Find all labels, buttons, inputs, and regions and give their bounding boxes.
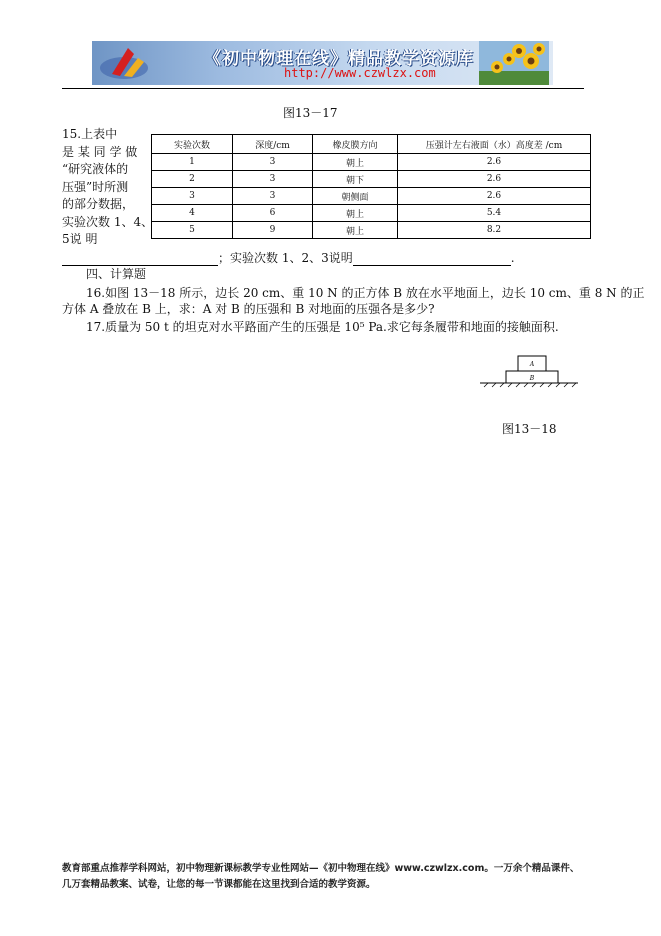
table-row [152, 154, 591, 171]
table-cell: 朝上 [313, 205, 398, 222]
header-rule [62, 88, 584, 89]
table-cell: 2.6 [398, 154, 591, 171]
q15-line: 压强”时所测 [62, 179, 129, 194]
figure-13-17-caption: 图13－17 [283, 106, 338, 120]
table-cell: 4 [152, 205, 233, 222]
banner-url[interactable]: http://www.czwlzx.com [284, 66, 436, 80]
table-cell: 朝侧面 [313, 188, 398, 205]
table-cell: 3 [152, 188, 233, 205]
table-row [152, 188, 591, 205]
table-cell: 1 [152, 154, 233, 171]
table-header-cell: 压强计左右液面（水）高度差 /cm [398, 135, 591, 154]
q15-after-blank-text: ；实验次数 1、2、3说明 [218, 251, 353, 265]
table-cell: 5.4 [398, 205, 591, 222]
experiment-data-table [151, 134, 591, 239]
table-cell: 朝下 [313, 171, 398, 188]
table-cell: 3 [233, 188, 313, 205]
block-a-label: A [529, 361, 535, 368]
question-17-text: 17.质量为 50 t 的坦克对水平路面产生的压强是 10⁵ Pa.求它每条履带和地面的接触面积. [86, 320, 559, 334]
question-15-text [62, 126, 154, 249]
table-header-cell: 实验次数 [152, 135, 233, 154]
table-cell: 朝上 [313, 222, 398, 239]
figure-13-18-blocks [478, 352, 580, 388]
q15-end-mark: . [510, 251, 515, 265]
table-cell: 9 [233, 222, 313, 239]
q15-line: 实验次数 1、4、 [62, 214, 154, 229]
figure-13-18-caption: 图13－18 [502, 422, 557, 436]
table-cell: 8.2 [398, 222, 591, 239]
q15-line: 15.上表中 [62, 127, 118, 141]
page-footer [62, 861, 579, 893]
table-row [152, 222, 591, 239]
footer-line-1: 教育部重点推荐学科网站，初中物理新课标教学专业性网站—《初中物理在线》www.czwlzx.com。一万余个精品课件、 [62, 863, 580, 874]
sunflower-icon [479, 41, 549, 85]
footer-line-2: 几万套精品教案、试卷，让您的每一节课都能在这里找到合适的教学资源。 [62, 879, 376, 890]
block-b-label: B [529, 375, 535, 382]
question-16-line-2: 方体 A 叠放在 B 上，求：A 对 B 的压强和 B 对地面的压强各是多少? [62, 302, 435, 316]
table-cell: 2.6 [398, 188, 591, 205]
q15-line: 的部分数据， [62, 197, 135, 211]
table-cell: 6 [233, 205, 313, 222]
site-logo-icon [98, 44, 150, 82]
table-header-cell: 深度/cm [233, 135, 313, 154]
banner-title: 《初中物理在线》精品教学资源库 [204, 49, 474, 69]
q15-answer-line [62, 249, 515, 266]
table-row [152, 205, 591, 222]
answer-blank-2[interactable] [353, 253, 511, 266]
table-cell: 5 [152, 222, 233, 239]
q15-line: “研究液体的 [62, 162, 129, 176]
q15-line: 5说 明 [62, 232, 98, 246]
table-header-cell: 橡皮膜方向 [313, 135, 398, 154]
table-cell: 2 [152, 171, 233, 188]
table-cell: 3 [233, 171, 313, 188]
header-banner [92, 41, 553, 85]
table-cell: 朝上 [313, 154, 398, 171]
table-header-row [152, 135, 591, 154]
table-cell: 2.6 [398, 171, 591, 188]
question-16-line-1: 16.如图 13－18 所示，边长 20 cm、重 10 N 的正方体 B 放在水平地面上，边长 10 cm、重 8 N 的正 [86, 286, 645, 300]
table-row [152, 171, 591, 188]
section-4-title: 四、计算题 [86, 267, 147, 281]
q15-line: 是 某 同 学 做 [62, 144, 138, 159]
table-cell: 3 [233, 154, 313, 171]
